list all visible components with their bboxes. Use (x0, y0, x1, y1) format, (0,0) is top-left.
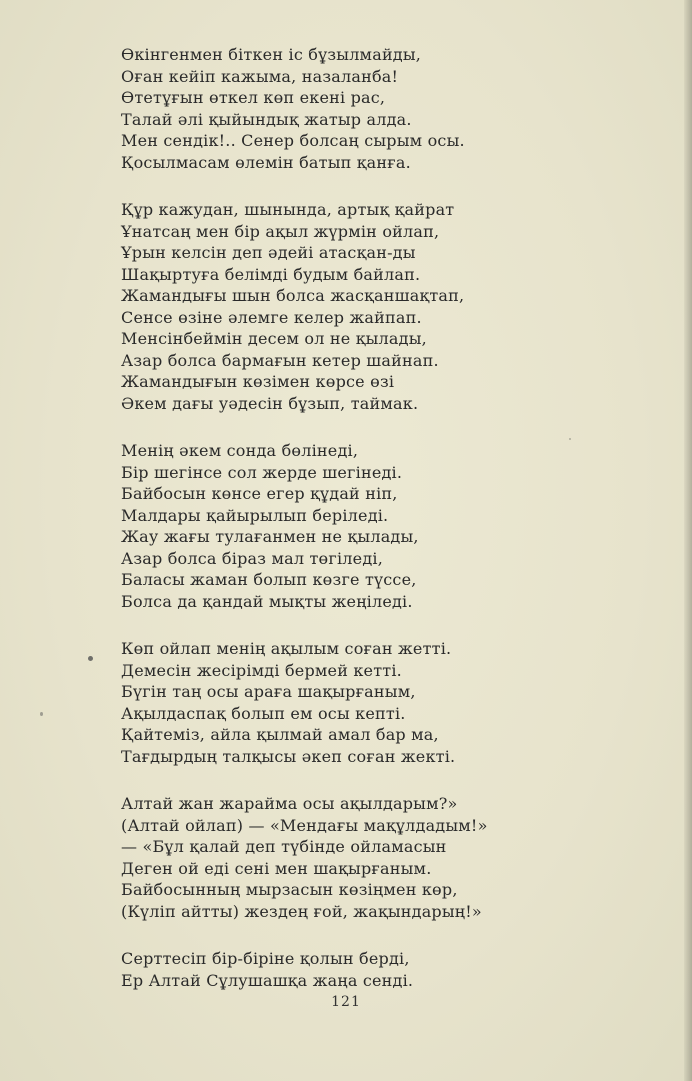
verse-line: Мен сендік!.. Сенер болсаң сырым осы. (121, 131, 465, 150)
verse-line: Малдары қайырылып беріледі. (121, 505, 389, 525)
page-number: 121 (331, 994, 361, 1010)
verse-line: Деген ой еді сені мен шақырғаным. (121, 858, 432, 878)
verse-line: Қайтеміз, айла қылмай амал бар ма, (121, 725, 439, 744)
ink-speck (569, 438, 571, 440)
verse-line: Жау жағы тулағанмен не қылады, (121, 527, 419, 546)
verse-line: Азар болса біраз мал төгіледі, (121, 548, 383, 568)
verse-line: Менсінбеймін десем ол не қылады, (121, 329, 427, 348)
verse-line: Бүгін таң осы араға шақырғаным, (121, 682, 416, 701)
verse-line: (Алтай ойлап) — «Мендағы мақұлдадым!» (121, 815, 488, 835)
verse-line: Серттесіп бір-біріне қолын берді, (121, 949, 410, 968)
verse-line: Құр кажудан, шынында, артық қайрат (121, 200, 455, 219)
verse-line: Болса да қандай мықты жеңіледі. (121, 591, 413, 611)
poem-text (121, 44, 541, 1017)
page-edge-shadow (684, 0, 692, 1081)
verse-line: Демесін жесірімді бермей кетті. (121, 660, 402, 680)
verse-line: Өтетұғын өткел көп екені рас, (121, 88, 386, 107)
verse-line: Шақыртуға белімді будым байлап. (121, 264, 421, 284)
verse-line: Алтай жан жарайма осы ақылдарым?» (121, 794, 458, 813)
stanza-3 (121, 440, 541, 612)
verse-line: Азар болса бармағын кетер шайнап. (121, 350, 439, 370)
verse-line: Өкінгенмен біткен іс бұзылмайды, (121, 45, 422, 64)
verse-line: Ұнатсаң мен бір ақыл жүрмін ойлап, (121, 221, 440, 241)
ink-speck (40, 712, 43, 716)
verse-line: Сенсе өзіне әлемге келер жайпап. (121, 307, 422, 327)
stanza-1 (121, 44, 541, 173)
verse-line: — «Бұл қалай деп түбінде ойламасын (121, 837, 447, 856)
stanza-4 (121, 638, 541, 767)
verse-line: Көп ойлап менің ақылым соған жетті. (121, 639, 452, 658)
verse-line: Тағдырдың талқысы әкеп соған жекті. (121, 746, 456, 766)
verse-line: Ер Алтай Сұлушашқа жаңа сенді. (121, 970, 414, 990)
stanza-6 (121, 948, 541, 991)
verse-line: (Күліп айтты) жездең ғой, жақындарың!» (121, 901, 482, 921)
verse-line: Жамандығы шын болса жасқаншақтап, (121, 286, 465, 305)
verse-line: Бір шегінсе сол жерде шегінеді. (121, 462, 403, 482)
verse-line: Талай әлі қыйындық жатыр алда. (121, 109, 412, 129)
verse-line: Оған кейіп кажыма, назаланба! (121, 66, 399, 86)
ink-speck (88, 656, 93, 661)
verse-line: Байбосынның мырзасын көзіңмен көр, (121, 880, 458, 899)
stanza-5 (121, 793, 541, 922)
verse-line: Қосылмасам өлемін батып қанға. (121, 152, 411, 172)
verse-line: Баласы жаман болып көзге түссе, (121, 570, 417, 589)
verse-line: Байбосын көнсе егер құдай ніп, (121, 484, 398, 503)
verse-line: Жамандығын көзімен көрсе өзі (121, 372, 395, 391)
stanza-2 (121, 199, 541, 414)
verse-line: Ақылдаспақ болып ем осы кепті. (121, 703, 406, 723)
verse-line: Менің әкем сонда бөлінеді, (121, 441, 359, 460)
verse-line: Әкем дағы уәдесін бұзып, таймак. (121, 393, 419, 413)
verse-line: Ұрын келсін деп әдейі атасқан-ды (121, 243, 416, 262)
